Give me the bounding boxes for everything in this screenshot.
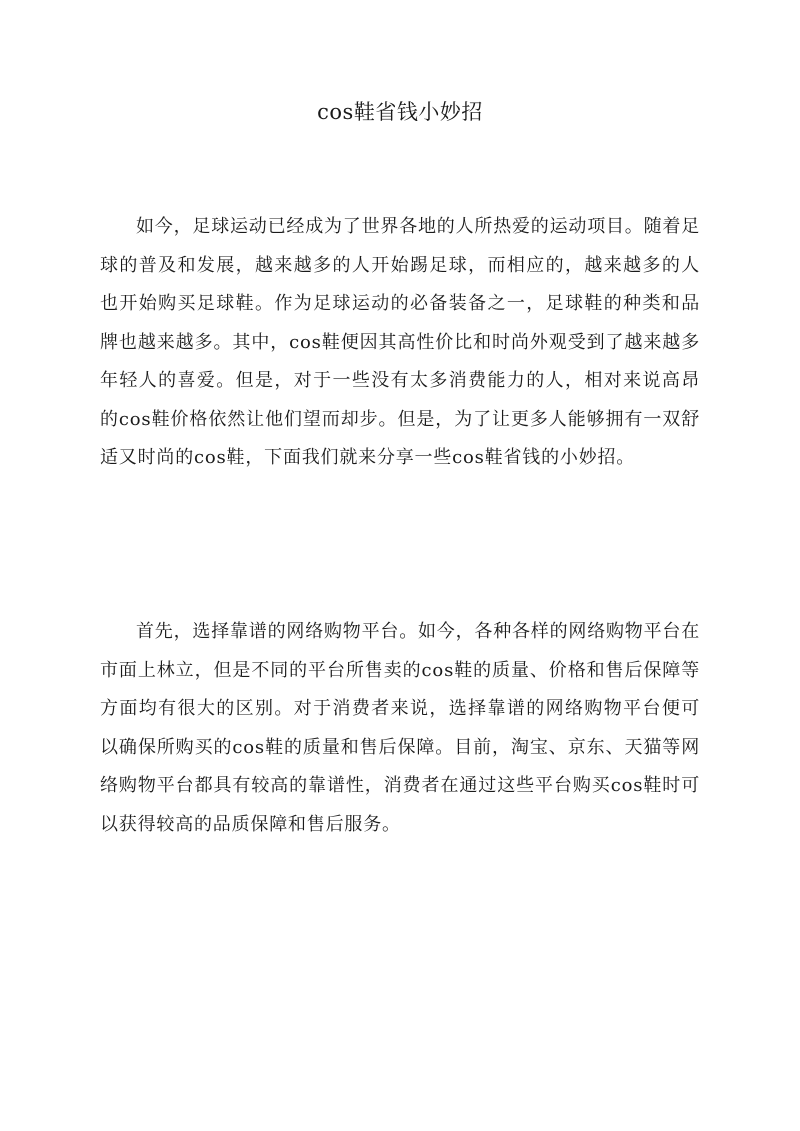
page-title: cos鞋省钱小妙招 [317,100,483,124]
paragraph-intro: 如今，足球运动已经成为了世界各地的人所热爱的运动项目。随着足球的普及和发展，越来越多的人开始踢足球，而相应的，越来越多的人也开始购买足球鞋。作为足球运动的必备装备之一，足球鞋的种类和品牌也越来越多。其中，cos鞋便因其高性价比和时尚外观受到了越来越多年轻人的喜爱。但是，对于一些没有太多消费能力的人，相对来说高昂的cos鞋价格依然让他们望而却步。但是，为了让更多人能够拥有一双舒适又时尚的cos鞋，下面我们就来分享一些cos鞋省钱的小妙招。 [100,216,700,468]
paragraph-platform-tip: 首先，选择靠谱的网络购物平台。如今，各种各样的网络购物平台在市面上林立，但是不同的平台所售卖的cos鞋的质量、价格和售后保障等方面均有很大的区别。对于消费者来说，选择靠谱的网络购物平台便可以确保所购买的cos鞋的质量和售后保障。目前，淘宝、京东、天猫等网络购物平台都具有较高的靠谱性，消费者在通过这些平台购买cos鞋时可以获得较高的品质保障和售后服务。 [100,621,700,835]
